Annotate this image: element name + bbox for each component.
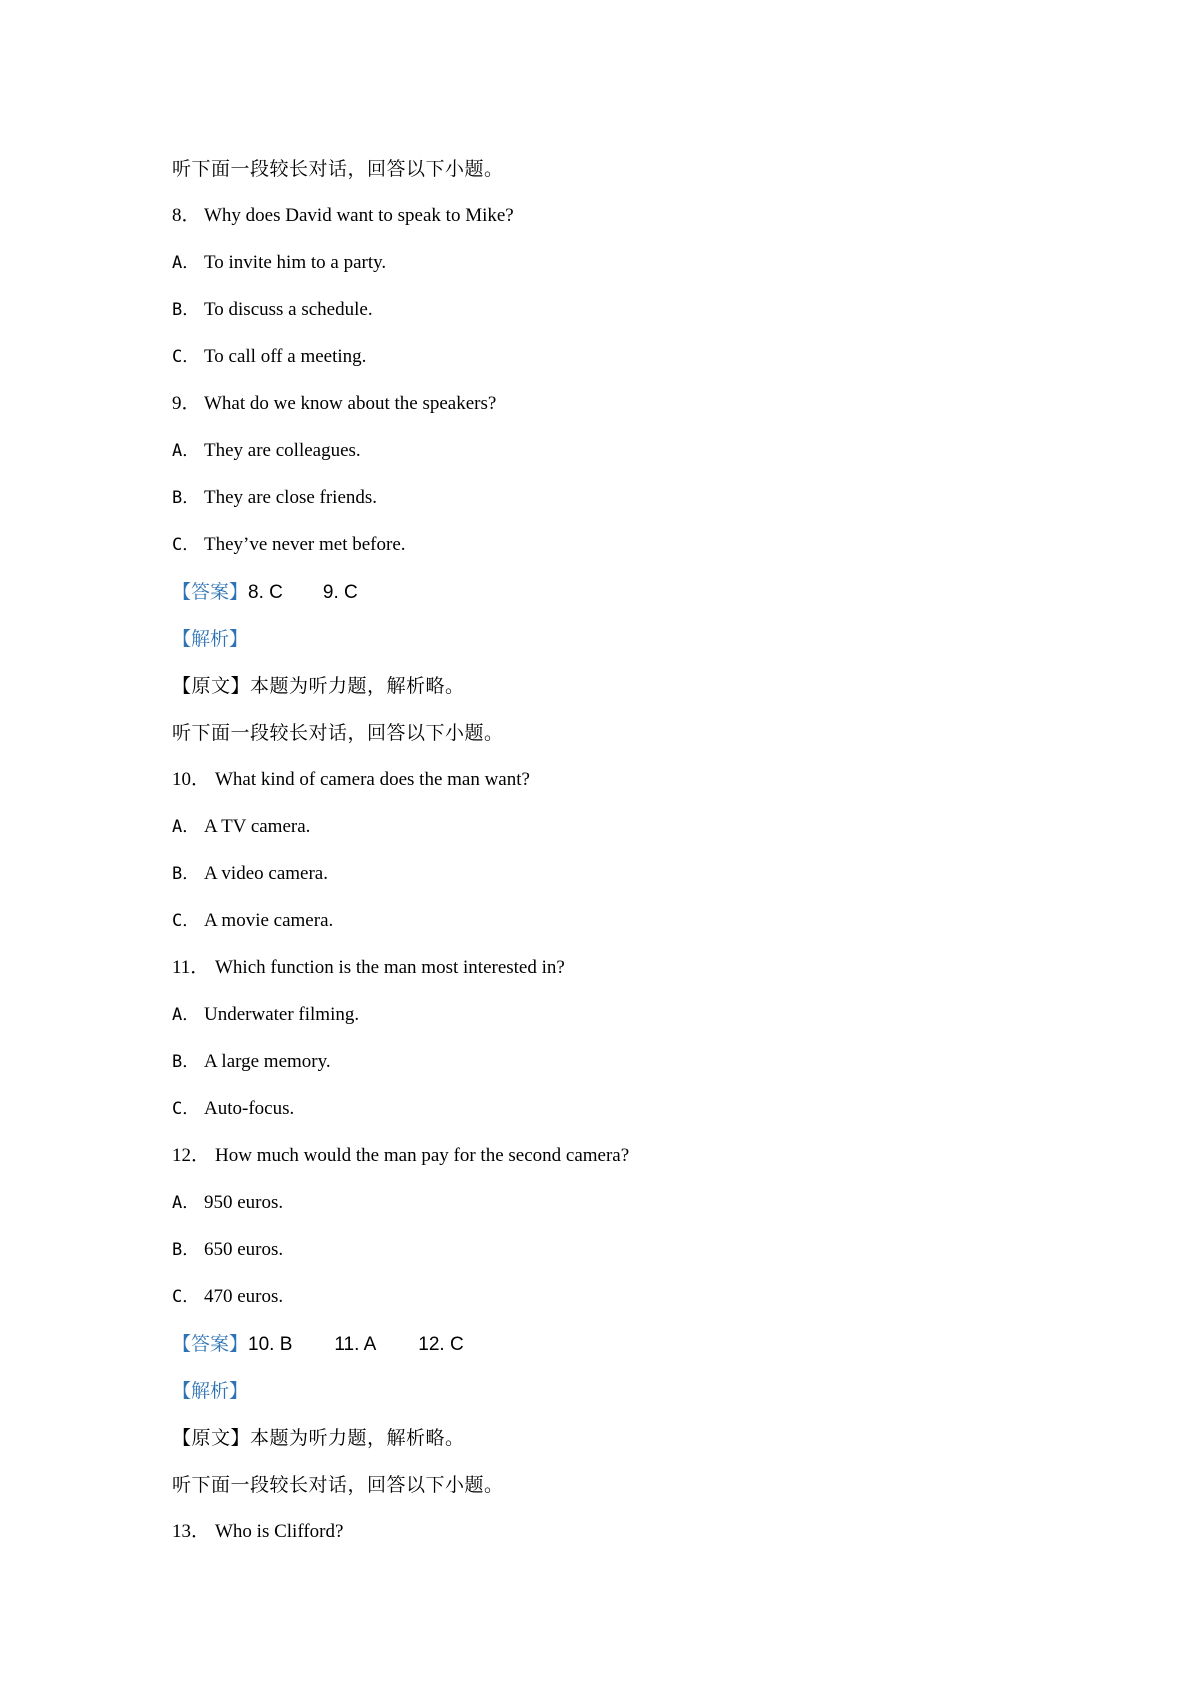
option-b <box>172 1049 331 1075</box>
option-c <box>172 532 406 558</box>
question-text: Why does David want to speak to Mike? <box>204 205 514 226</box>
question-12 <box>172 1143 629 1169</box>
question-number: 11． <box>172 957 210 978</box>
option-text: To discuss a schedule. <box>204 299 373 320</box>
option-label: A． <box>172 441 200 461</box>
option-text: Auto-focus. <box>204 1098 295 1119</box>
answer-value: 10. B <box>248 1334 293 1355</box>
question-10 <box>172 767 530 793</box>
section-intro: 听下面一段较长对话，回答以下小题。 <box>172 722 504 744</box>
question-11 <box>172 955 565 981</box>
answer-value: 9. C <box>322 582 358 603</box>
analysis-line <box>172 1378 248 1404</box>
analysis-tag: 【解析】 <box>172 1380 249 1402</box>
option-text: A video camera. <box>204 863 328 884</box>
question-text: Who is Clifford? <box>215 1521 344 1542</box>
section-intro: 听下面一段较长对话，回答以下小题。 <box>172 158 504 180</box>
question-text: How much would the man pay for the second camera? <box>215 1145 630 1166</box>
original-text: 本题为听力题，解析略。 <box>250 675 465 697</box>
answer-value: 11. A <box>334 1334 377 1355</box>
option-text: Underwater filming. <box>204 1004 360 1025</box>
analysis-tag: 【解析】 <box>172 628 249 650</box>
section-intro: 听下面一段较长对话，回答以下小题。 <box>172 1474 504 1496</box>
option-text: To invite him to a party. <box>204 252 387 273</box>
answer-value: 12. C <box>418 1334 464 1355</box>
option-a <box>172 438 361 464</box>
question-number: 13． <box>172 1521 211 1542</box>
option-text: A movie camera. <box>204 910 334 931</box>
option-label: A． <box>172 253 200 273</box>
question-number: 9． <box>172 393 201 414</box>
answer-tag: 【答案】 <box>172 1333 249 1355</box>
question-text: What kind of camera does the man want? <box>215 769 530 790</box>
option-b <box>172 1237 283 1263</box>
option-label: B． <box>172 1052 200 1072</box>
option-b <box>172 485 377 511</box>
option-b <box>172 297 373 323</box>
option-text: 950 euros. <box>204 1192 284 1213</box>
option-label: C． <box>172 911 200 931</box>
option-label: B． <box>172 1240 200 1260</box>
option-text: 470 euros. <box>204 1286 284 1307</box>
question-number: 10． <box>172 769 211 790</box>
question-text: Which function is the man most interested in? <box>215 957 565 978</box>
original-line <box>172 673 465 699</box>
option-text: They are close friends. <box>204 487 378 508</box>
analysis-line <box>172 626 248 652</box>
option-label: C． <box>172 1287 200 1307</box>
option-label: C． <box>172 535 200 555</box>
option-label: B． <box>172 864 200 884</box>
option-text: They’ve never met before. <box>204 534 406 555</box>
question-number: 12． <box>172 1145 211 1166</box>
option-text: A TV camera. <box>204 816 311 837</box>
question-number: 8． <box>172 205 201 226</box>
answer-line <box>172 1331 464 1357</box>
option-label: A． <box>172 1005 200 1025</box>
option-label: C． <box>172 347 200 367</box>
question-8 <box>172 203 514 229</box>
question-13 <box>172 1519 343 1545</box>
option-b <box>172 861 328 887</box>
option-label: B． <box>172 300 200 320</box>
answer-value: 8. C <box>248 582 283 603</box>
original-line <box>172 1425 465 1451</box>
question-text: What do we know about the speakers? <box>204 393 497 414</box>
option-a <box>172 814 310 840</box>
answer-line <box>172 579 358 605</box>
option-label: A． <box>172 1193 200 1213</box>
option-text: A large memory. <box>204 1051 331 1072</box>
option-text: To call off a meeting. <box>204 346 367 367</box>
option-c <box>172 344 366 370</box>
answer-tag: 【答案】 <box>172 581 249 603</box>
option-c <box>172 908 333 934</box>
option-a <box>172 1190 283 1216</box>
option-text: They are colleagues. <box>204 440 361 461</box>
option-label: A． <box>172 817 200 837</box>
option-label: B． <box>172 488 200 508</box>
option-c <box>172 1096 294 1122</box>
option-c <box>172 1284 283 1310</box>
question-9 <box>172 391 496 417</box>
original-tag: 【原文】 <box>172 675 251 697</box>
option-a <box>172 1002 359 1028</box>
option-a <box>172 250 386 276</box>
option-text: 650 euros. <box>204 1239 284 1260</box>
option-label: C． <box>172 1099 200 1119</box>
original-tag: 【原文】 <box>172 1427 251 1449</box>
original-text: 本题为听力题，解析略。 <box>250 1427 465 1449</box>
